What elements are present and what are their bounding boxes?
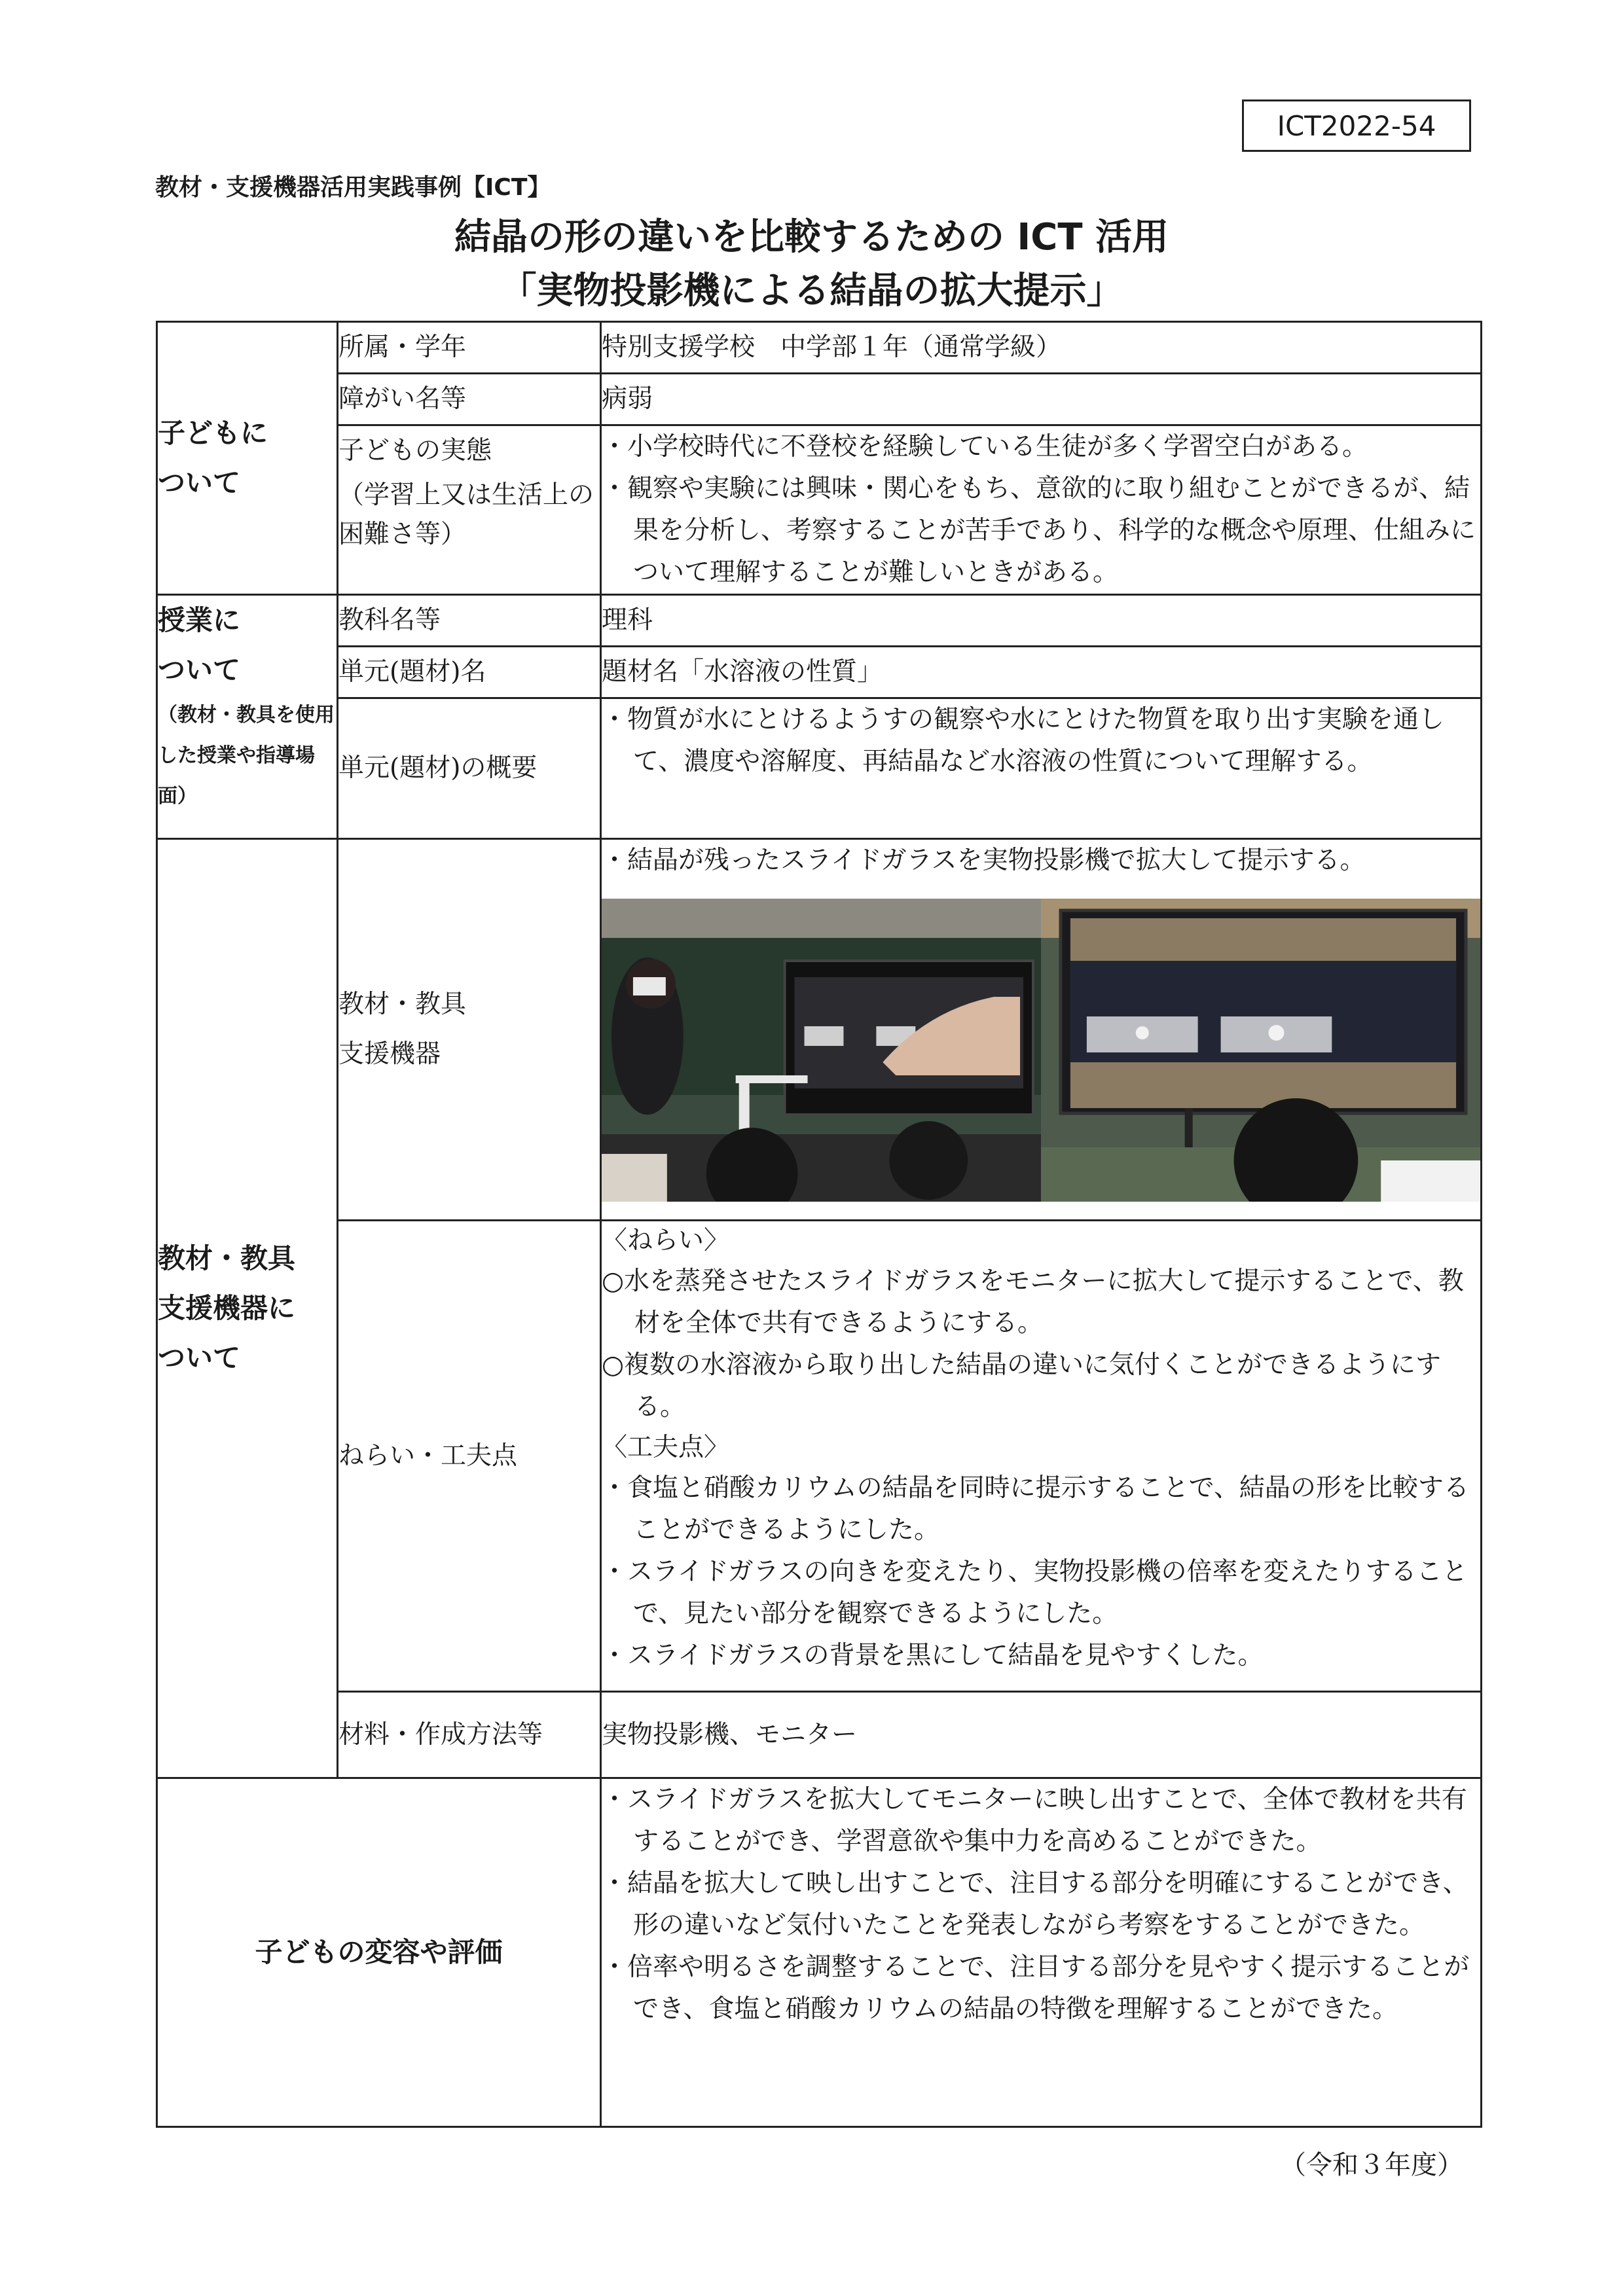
aim-heading: 〈ねらい〉 xyxy=(602,1226,730,1255)
page-subtitle: 「実物投影機による結晶の拡大提示」 xyxy=(500,270,1123,312)
list-item: ・スライドガラスを拡大してモニターに映し出すことで、全体で教材を共有することができ、学習意欲や集中力を高めることができた。 xyxy=(602,1785,1467,1856)
value-subject: 理科 xyxy=(601,595,1482,647)
value-tools xyxy=(601,839,1482,1221)
slide-glass-on-monitor-photo xyxy=(1041,899,1480,1202)
list-item: ・スライドガラスの背景を黒にして結晶を見やすくした。 xyxy=(602,1641,1264,1670)
section-class-header: 授業に ついて （教材・教具を使用した授業や指導場面） xyxy=(157,595,338,839)
label-subject: 教科名等 xyxy=(338,595,601,647)
label-child-condition-sub: （学習上又は生活上の困難さ等） xyxy=(338,480,594,549)
label-disability: 障がい名等 xyxy=(338,374,601,425)
category-heading: 教材・支援機器活用実践事例【ICT】 xyxy=(155,174,551,201)
photo-row xyxy=(602,899,1480,1202)
page-title: 結晶の形の違いを比較するための ICT 活用 xyxy=(454,216,1169,259)
list-item: ・食塩と硝酸カリウムの結晶を同時に提示することで、結晶の形を比較することができるようにした。 xyxy=(602,1473,1469,1545)
label-aims: ねらい・工夫点 xyxy=(338,1221,601,1692)
list-item: ・結晶を拡大して映し出すことで、注目する部分を明確にすることができ、形の違いなど気付いたことを発表しながら考察をすることができた。 xyxy=(602,1869,1468,1940)
list-item: ・結晶が残ったスライドガラスを実物投影機で拡大して提示する。 xyxy=(602,846,1366,875)
list-item: ○水を蒸発させたスライドガラスをモニターに拡大して提示することで、教材を全体で共有できるようにする。 xyxy=(602,1266,1464,1338)
fiscal-year-note: （令和３年度） xyxy=(1280,2150,1463,2180)
practice-table xyxy=(156,321,1482,2128)
section-eval-header: 子どもの変容や評価 xyxy=(157,1778,601,2127)
section-class-note: （教材・教具を使用した授業や指導場面） xyxy=(158,704,335,808)
section-material-header: 教材・教具 支援機器に ついて xyxy=(157,839,338,1778)
list-item: ○複数の水溶液から取り出した結晶の違いに気付くことができるようにする。 xyxy=(602,1350,1442,1422)
list-item: ・小学校時代に不登校を経験している生徒が多く学習空白がある。 xyxy=(602,432,1368,461)
label-affiliation: 所属・学年 xyxy=(338,322,601,374)
value-eval xyxy=(601,1778,1482,2127)
value-materials: 実物投影機、モニター xyxy=(601,1692,1482,1778)
value-disability: 病弱 xyxy=(601,374,1482,425)
list-item: ・観察や実験には興味・関心をもち、意欲的に取り組むことができるが、結果を分析し、考察することが苦手であり、科学的な概念や原理、仕組みについて理解することが難しいときがある。 xyxy=(602,474,1476,587)
document-id-box: ICT2022-54 xyxy=(1242,99,1471,152)
label-unit-overview: 単元(題材)の概要 xyxy=(338,698,601,839)
list-item: ・物質が水にとけるようすの観察や水にとけた物質を取り出す実験を通して、濃度や溶解度、再結晶など水溶液の性質について理解する。 xyxy=(602,705,1445,776)
value-unit-overview xyxy=(601,698,1482,839)
label-child-condition: 子どもの実態 （学習上又は生活上の困難さ等） xyxy=(338,425,601,595)
value-unit-name: 題材名「水溶液の性質」 xyxy=(601,647,1482,698)
tips-heading: 〈工夫点〉 xyxy=(602,1433,730,1462)
label-unit-name: 単元(題材)名 xyxy=(338,647,601,698)
classroom-projector-photo xyxy=(602,899,1041,1202)
value-affiliation: 特別支援学校 中学部１年（通常学級） xyxy=(601,322,1482,374)
list-item: ・倍率や明るさを調整することで、注目する部分を見やすく提示することができ、食塩と硝酸カリウムの結晶の特徴を理解することができた。 xyxy=(602,1952,1470,2024)
value-child-condition xyxy=(601,425,1482,595)
value-aims xyxy=(601,1221,1482,1692)
label-tools: 教材・教具 支援機器 xyxy=(338,839,601,1221)
list-item: ・スライドガラスの向きを変えたり、実物投影機の倍率を変えたりすることで、見たい部分を観察できるようにした。 xyxy=(602,1557,1468,1628)
section-child-header: 子どもに ついて xyxy=(157,322,338,595)
label-materials: 材料・作成方法等 xyxy=(338,1692,601,1778)
